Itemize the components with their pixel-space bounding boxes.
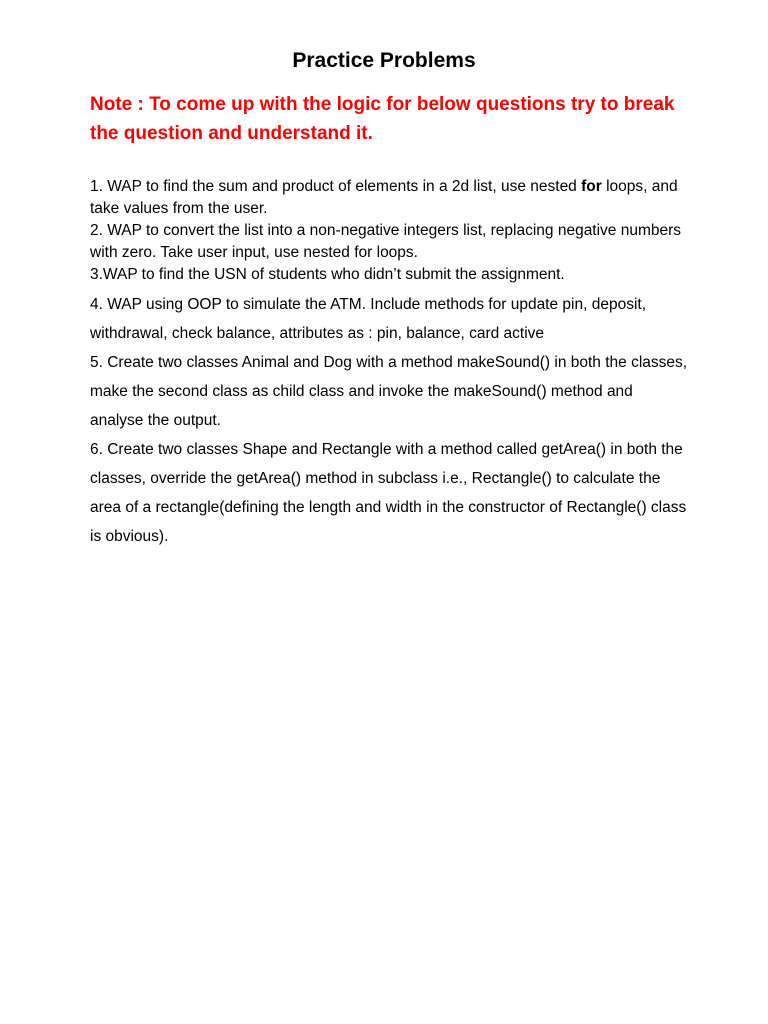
problem-4: 4. WAP using OOP to simulate the ATM. Include methods for update pin, deposit, withdrawal, check balance, attributes as : pin, balance, card active xyxy=(90,296,647,342)
problem-3: 3.WAP to find the USN of students who didn’t submit the assignment. xyxy=(90,266,565,283)
page-title: Practice Problems xyxy=(292,49,476,72)
problem-1-text-start: 1. WAP to find the sum and product of elements in a 2d list, use nested xyxy=(90,178,582,195)
note-text: Note : To come up with the logic for below questions try to break the question and understand it. xyxy=(90,94,675,144)
problem-6: 6. Create two classes Shape and Rectangle with a method called getArea() in both the classes, override the getArea() method in subclass i.e., Rectangle() to calculate the area of a rectangle(defining the length and width in the constructor of Rectangle() class is obvious). xyxy=(90,441,687,545)
problem-1-bold-keyword: for xyxy=(581,178,602,195)
problem-2: 2. WAP to convert the list into a non-negative integers list, replacing negative numbers with zero. Take user input, use nested for loops. xyxy=(90,222,682,261)
problem-1-text-end: loops, and take values from the user. xyxy=(90,178,678,217)
problem-5: 5. Create two classes Animal and Dog with a method makeSound() in both the classes, make the second class as child class and invoke the makeSound() method and analyse the output. xyxy=(90,354,688,429)
problem-1 xyxy=(90,176,700,220)
